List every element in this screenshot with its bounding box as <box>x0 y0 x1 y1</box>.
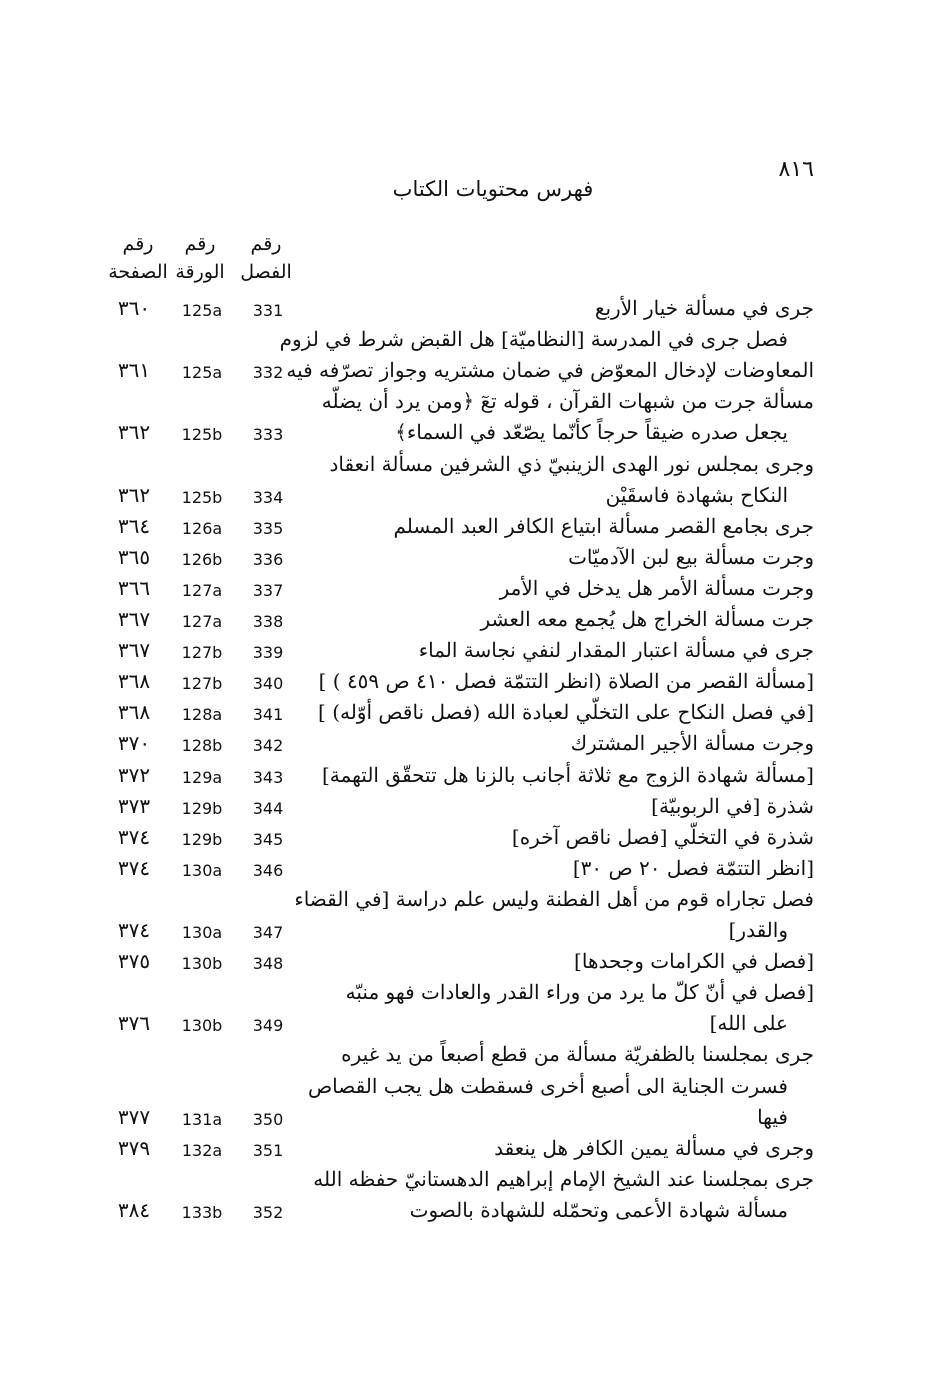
toc-entry-text: [مسألة شهادة الزوج مع ثلاثة أجانب بالزنا هل تتحقّق التهمة] <box>321 763 814 787</box>
page-number-cell: ٣٦٨ <box>117 700 151 724</box>
page-number-cell: ٣٦١ <box>117 358 151 382</box>
toc-entry-text: مسألة شهادة الأعمى وتحمّله للشهادة بالصوت <box>409 1198 788 1222</box>
page-number: ٨١٦ <box>778 157 814 182</box>
leaf-number: 126a <box>181 519 223 538</box>
toc-entry-text: فيها <box>757 1105 788 1129</box>
leaf-number: 125a <box>181 301 223 320</box>
toc-entry-text: وجرت مسألة الأمر هل يدخل في الأمر <box>499 576 814 600</box>
chapter-number: 351 <box>252 1141 284 1160</box>
leaf-number: 129a <box>181 768 223 787</box>
leaf-number: 129b <box>181 799 223 818</box>
page-number-cell: ٣٧٥ <box>117 949 151 973</box>
chapter-number: 345 <box>252 830 284 849</box>
page-number-cell: ٣٨٤ <box>117 1198 151 1222</box>
page-number-cell: ٣٧٤ <box>117 918 151 942</box>
page-number-cell: ٣٧٤ <box>117 856 151 880</box>
chapter-number: 340 <box>252 674 284 693</box>
page-title: فهرس محتويات الكتاب <box>392 177 594 201</box>
page-number-cell: ٣٧٤ <box>117 825 151 849</box>
toc-entry-text: وجرى في مسألة يمين الكافر هل ينعقد <box>494 1136 814 1160</box>
toc-entry-text: يجعل صدره ضيقاً حرجاً كأنّما يصّعّد في السماء﴾ <box>395 420 788 444</box>
toc-entry-text: شذرة [في الربوبيّة] <box>651 794 814 818</box>
column-header-chapter: رقم الفصل <box>240 233 292 283</box>
chapter-number: 352 <box>252 1203 284 1222</box>
chapter-number: 349 <box>252 1016 284 1035</box>
chapter-number: 346 <box>252 861 284 880</box>
toc-entry-text: جرت مسألة الخراج هل يُجمع معه العشر <box>480 607 814 631</box>
leaf-number: 129b <box>181 830 223 849</box>
page-number-cell: ٣٦٢ <box>117 420 151 444</box>
leaf-number: 132a <box>181 1141 223 1160</box>
leaf-number: 125b <box>181 488 223 507</box>
column-header-page: رقم الصفحة <box>108 233 168 283</box>
toc-entry-text: [فصل في أنّ كلّ ما يرد من وراء القدر والعادات فهو منبّه <box>345 980 814 1004</box>
chapter-number: 338 <box>252 612 284 631</box>
page-number-cell: ٣٦٢ <box>117 483 151 507</box>
chapter-number: 332 <box>252 363 284 382</box>
leaf-number: 127b <box>181 674 223 693</box>
chapter-number: 347 <box>252 923 284 942</box>
leaf-number: 127b <box>181 643 223 662</box>
toc-entry-text: جرى بمجلسنا بالظفريّة مسألة من قطع أصبعاً من يد غيره <box>341 1042 814 1066</box>
toc-entry-text: فسرت الجناية الى أصبع أخرى فسقطت هل يجب القصاص <box>307 1074 788 1098</box>
chapter-number: 342 <box>252 736 284 755</box>
leaf-number: 127a <box>181 612 223 631</box>
chapter-number: 350 <box>252 1110 284 1129</box>
chapter-number: 331 <box>252 301 284 320</box>
page-number-cell: ٣٦٦ <box>117 576 151 600</box>
page-number-cell: ٣٦٤ <box>117 514 151 538</box>
page-number-cell: ٣٧٠ <box>117 731 151 755</box>
toc-entry-text: المعاوضات لإدخال المعوّض في ضمان مشتريه وجواز تصرّفه فيه <box>286 358 814 382</box>
leaf-number: 126b <box>181 550 223 569</box>
page-number-cell: ٣٧٣ <box>117 794 151 818</box>
toc-entry-text: جرى في مسألة خيار الأربع <box>594 296 814 320</box>
leaf-number: 125a <box>181 363 223 382</box>
page-number-cell: ٣٦٠ <box>117 296 151 320</box>
toc-entry-text: مسألة جرت من شبهات القرآن ، قوله تعٓ ﴿ومن يرد أن يضلّه <box>321 389 814 413</box>
chapter-number: 337 <box>252 581 284 600</box>
toc-entry-text: فصل جرى في المدرسة [النظاميّة] هل القبض شرط في لزوم <box>279 327 788 351</box>
chapter-number: 344 <box>252 799 284 818</box>
toc-entry-text: [في فصل النكاح على التخلّي لعبادة الله (فصل ناقص أوّله) ] <box>318 700 814 724</box>
leaf-number: 130b <box>181 1016 223 1035</box>
column-header-leaf: رقم الورقة <box>175 233 225 283</box>
toc-entry-text: وجرت مسألة بيع لبن الآدميّات <box>568 545 814 569</box>
toc-entry-text: وجرت مسألة الأجير المشترك <box>570 731 814 755</box>
chapter-number: 343 <box>252 768 284 787</box>
page-number-cell: ٣٦٨ <box>117 669 151 693</box>
chapter-number: 333 <box>252 425 284 444</box>
toc-entry-text: النكاح بشهادة فاسقَيْن <box>605 483 788 507</box>
toc-entry-text: جرى في مسألة اعتبار المقدار لنفي نجاسة الماء <box>418 638 814 662</box>
chapter-number: 334 <box>252 488 284 507</box>
chapter-number: 339 <box>252 643 284 662</box>
toc-entry-text: [مسألة القصر من الصلاة (انظر التتمّة فصل ٤١٠ ص ٤٥٩ ) ] <box>318 669 814 693</box>
page-number-cell: ٣٦٧ <box>117 607 151 631</box>
page-number-cell: ٣٧٩ <box>117 1136 151 1160</box>
toc-entry-text: وجرى بمجلس نور الهدى الزينبيّ ذي الشرفين مسألة انعقاد <box>329 452 814 476</box>
chapter-number: 336 <box>252 550 284 569</box>
leaf-number: 133b <box>181 1203 223 1222</box>
toc-entry-text: جرى بمجلسنا عند الشيخ الإمام إبراهيم الدهستانيّ حفظه الله <box>313 1167 814 1191</box>
leaf-number: 127a <box>181 581 223 600</box>
toc-entry-text: [فصل في الكرامات وجحدها] <box>574 949 814 973</box>
chapter-number: 341 <box>252 705 284 724</box>
leaf-number: 125b <box>181 425 223 444</box>
page-number-cell: ٣٦٧ <box>117 638 151 662</box>
leaf-number: 128a <box>181 705 223 724</box>
chapter-number: 335 <box>252 519 284 538</box>
toc-entry-text: [انظر التتمّة فصل ٢٠ ص ٣٠] <box>572 856 814 880</box>
leaf-number: 131a <box>181 1110 223 1129</box>
toc-entry-text: والقدر] <box>728 918 788 942</box>
toc-entry-text: على الله] <box>709 1011 788 1035</box>
toc-entry-text: جرى بجامع القصر مسألة ابتياع الكافر العبد المسلم <box>393 514 814 538</box>
page-number-cell: ٣٧٦ <box>117 1011 151 1035</box>
leaf-number: 128b <box>181 736 223 755</box>
leaf-number: 130b <box>181 954 223 973</box>
leaf-number: 130a <box>181 861 223 880</box>
page-number-cell: ٣٧٢ <box>117 763 151 787</box>
page-number-cell: ٣٧٧ <box>117 1105 151 1129</box>
page-number-cell: ٣٦٥ <box>117 545 151 569</box>
toc-entry-text: شذرة في التخلّي [فصل ناقص آخره] <box>511 825 814 849</box>
leaf-number: 130a <box>181 923 223 942</box>
chapter-number: 348 <box>252 954 284 973</box>
toc-entry-text: فصل تجاراه قوم من أهل الفطنة وليس علم دراسة [في القضاء <box>294 887 814 911</box>
